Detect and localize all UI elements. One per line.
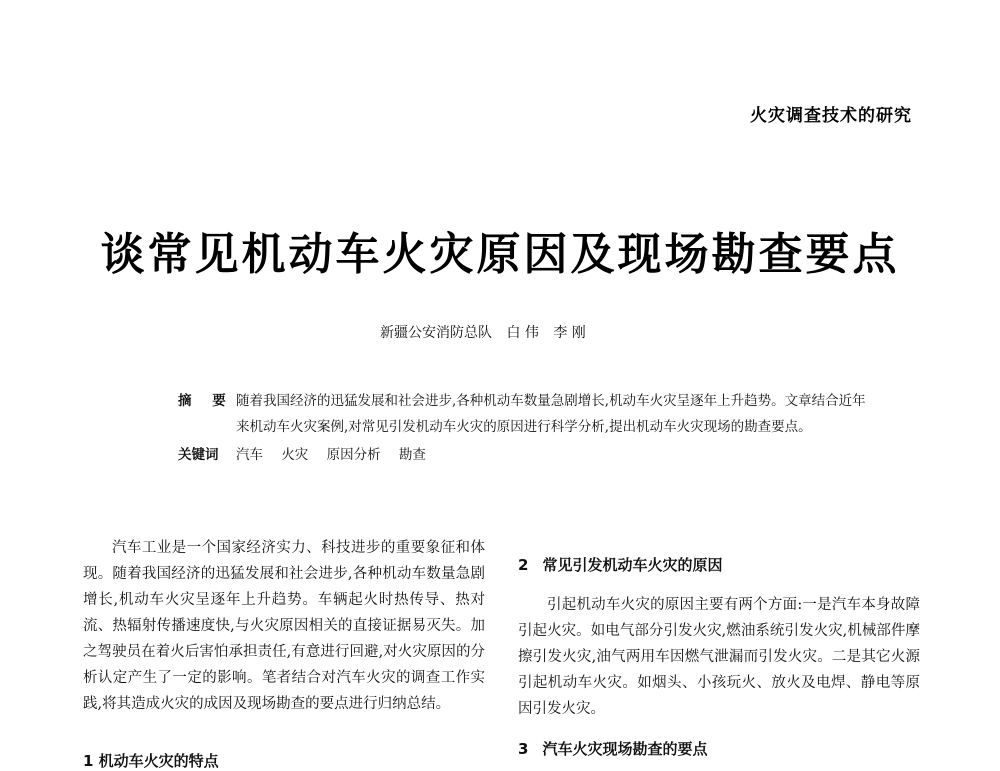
keywords-list — [236, 442, 878, 468]
abstract-text: 随着我国经济的迅猛发展和社会进步,各种机动车数量急剧增长,机动车火灾呈逐年上升趋势。文章结合近年来机动车火灾案例,对常见引发机动车火灾的原因进行科学分析,提出机动车火灾现场的勘查要点。 — [236, 393, 866, 435]
keyword: 原因分析 — [326, 447, 381, 463]
section-2-number: 2 — [518, 556, 529, 574]
author-name: 白 伟 — [506, 325, 539, 341]
keyword: 汽车 — [236, 447, 263, 463]
left-column — [83, 535, 485, 717]
author-line — [380, 322, 596, 342]
section-tag: 火灾调查技术的研究 — [750, 106, 912, 126]
section-3-number: 3 — [518, 740, 529, 758]
affiliation: 新疆公安消防总队 — [380, 325, 492, 341]
section-2-paragraph: 引起机动车火灾的原因主要有两个方面:一是汽车本身故障引起火灾。如电气部分引发火灾,燃油系统引发火灾,机械部件摩擦引发火灾,油气两用车因燃气泄漏而引发火灾。二是其它火源引起机动车火灾。如烟头、小孩玩火、放火及电焊、静电等原因引发火灾。 — [518, 597, 920, 717]
keywords-label: 关键词 — [178, 447, 219, 463]
right-column — [518, 552, 920, 722]
abstract-block — [178, 388, 878, 468]
abstract-label: 摘 要 — [178, 393, 234, 409]
section-3-title: 汽车火灾现场勘查的要点 — [542, 740, 708, 758]
article-title: 谈常见机动车火灾原因及现场勘查要点 — [100, 229, 900, 280]
section-3-heading — [518, 738, 707, 759]
section-1-heading-cutoff: 1 机动车火灾的特点 — [83, 752, 219, 770]
keyword: 勘查 — [398, 447, 426, 463]
keyword: 火灾 — [281, 447, 309, 463]
intro-paragraph: 汽车工业是一个国家经济实力、科技进步的重要象征和体现。随着我国经济的迅猛发展和社会进步,各种机动车数量急剧增长,机动车火灾呈逐年上升趋势。车辆起火时热传导、热对流、热辐射传播速度快,与火灾原因相关的直接证据易灭失。加之驾驶员在着火后害怕承担责任,有意进行回避,对火灾原因的分析认定产生了一定的影响。笔者结合对汽车火灾的调查工作实践,将其造成火灾的成因及现场勘查的要点进行归纳总结。 — [83, 540, 485, 712]
author-name: 李 刚 — [553, 325, 586, 341]
section-2-heading — [518, 552, 920, 578]
section-2-title: 常见引发机动车火灾的原因 — [542, 556, 723, 574]
